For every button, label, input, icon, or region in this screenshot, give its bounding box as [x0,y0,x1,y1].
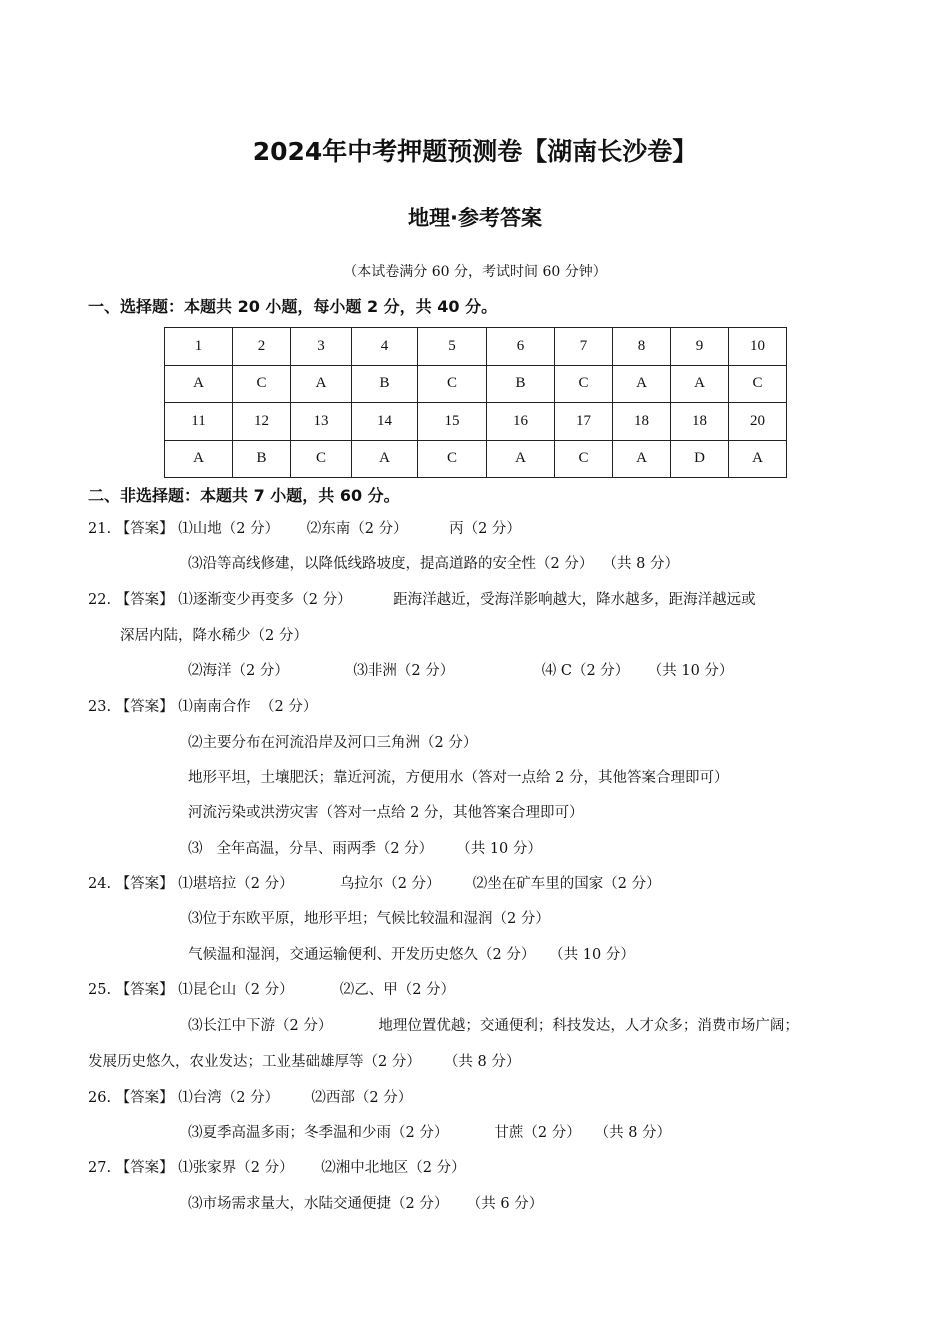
answer-line: ⑶ 全年高温，分旱、雨两季（2 分） （共 10 分） [188,841,542,857]
table-cell: 4 [352,328,418,366]
table-cell: A [613,365,671,403]
table-cell: 18 [671,403,729,441]
answer-line: 气候温和湿润，交通运输便利、开发历史悠久（2 分） （共 10 分） [188,947,635,963]
answer-line: 26. 【答案】 ⑴台湾（2 分） ⑵西部（2 分） [88,1090,413,1106]
table-cell: C [555,440,613,478]
table-cell: 10 [729,328,787,366]
table-cell: 14 [352,403,418,441]
answer-line: ⑵主要分布在河流沿岸及河口三角洲（2 分） [188,735,478,751]
table-cell: 6 [487,328,555,366]
table-row [165,365,787,403]
table-cell: 3 [291,328,352,366]
table-cell: A [165,440,233,478]
table-cell: B [233,440,291,478]
page-subtitle: 地理·参考答案 [408,206,542,230]
answer-line: 23. 【答案】 ⑴南南合作 （2 分） [88,699,318,715]
answer-line: 25. 【答案】 ⑴昆仑山（2 分） ⑵乙、甲（2 分） [88,982,456,998]
table-cell: A [729,440,787,478]
table-cell: 7 [555,328,613,366]
answer-line: ⑵海洋（2 分） ⑶非洲（2 分） ⑷ C（2 分） （共 10 分） [188,663,734,679]
table-cell: 12 [233,403,291,441]
answer-line: ⑶沿等高线修建，以降低线路坡度，提高道路的安全性（2 分） （共 8 分） [188,556,679,572]
table-cell: 5 [418,328,487,366]
table-cell: C [729,365,787,403]
exam-note: （本试卷满分 60 分，考试时间 60 分钟） [343,264,607,280]
table-cell: 20 [729,403,787,441]
table-row [165,440,787,478]
table-cell: B [487,365,555,403]
section-2-heading: 二、非选择题：本题共 7 小题，共 60 分。 [88,486,400,505]
answer-line: 22. 【答案】 ⑴逐渐变少再变多（2 分） 距海洋越近，受海洋影响越大，降水越多，距海洋越远或 [88,592,756,608]
table-cell: 15 [418,403,487,441]
table-cell: D [671,440,729,478]
table-cell: A [671,365,729,403]
table-cell: A [165,365,233,403]
answer-line: 发展历史悠久，农业发达；工业基础雄厚等（2 分） （共 8 分） [88,1054,521,1070]
answer-line: 地形平坦，土壤肥沃；靠近河流，方便用水（答对一点给 2 分，其他答案合理即可） [188,770,729,786]
page-title: 2024年中考押题预测卷【湖南长沙卷】 [252,137,698,166]
answer-line: ⑶市场需求量大，水陆交通便捷（2 分） （共 6 分） [188,1196,544,1212]
table-cell: A [487,440,555,478]
answer-line: 24. 【答案】 ⑴堪培拉（2 分） 乌拉尔（2 分） ⑵坐在矿车里的国家（2 分） [88,876,661,892]
table-cell: A [291,365,352,403]
table-cell: B [352,365,418,403]
table-cell: 9 [671,328,729,366]
table-cell: 11 [165,403,233,441]
table-cell: C [291,440,352,478]
answer-line: 21. 【答案】 ⑴山地（2 分） ⑵东南（2 分） 丙（2 分） [88,521,521,537]
answer-line: ⑶夏季高温多雨；冬季温和少雨（2 分） 甘蔗（2 分） （共 8 分） [188,1125,672,1141]
table-cell: 8 [613,328,671,366]
table-cell: A [613,440,671,478]
table-row [165,328,787,366]
table-cell: C [418,440,487,478]
table-cell: 18 [613,403,671,441]
answer-line: 深居内陆，降水稀少（2 分） [120,628,308,644]
table-cell: 2 [233,328,291,366]
table-cell: 13 [291,403,352,441]
table-row [165,403,787,441]
table-cell: C [233,365,291,403]
answer-table [164,327,787,478]
table-cell: 17 [555,403,613,441]
table-cell: A [352,440,418,478]
table-cell: C [418,365,487,403]
section-1-heading: 一、选择题：本题共 20 小题，每小题 2 分，共 40 分。 [88,297,498,316]
table-cell: C [555,365,613,403]
table-cell: 16 [487,403,555,441]
answer-line: ⑶位于东欧平原，地形平坦；气候比较温和湿润（2 分） [188,911,550,927]
answer-line: ⑶长江中下游（2 分） 地理位置优越；交通便利；科技发达，人才众多；消费市场广阔； [188,1018,799,1034]
answer-line: 27. 【答案】 ⑴张家界（2 分） ⑵湘中北地区（2 分） [88,1160,466,1176]
answer-line: 河流污染或洪涝灾害（答对一点给 2 分，其他答案合理即可） [188,805,584,821]
table-cell: 1 [165,328,233,366]
